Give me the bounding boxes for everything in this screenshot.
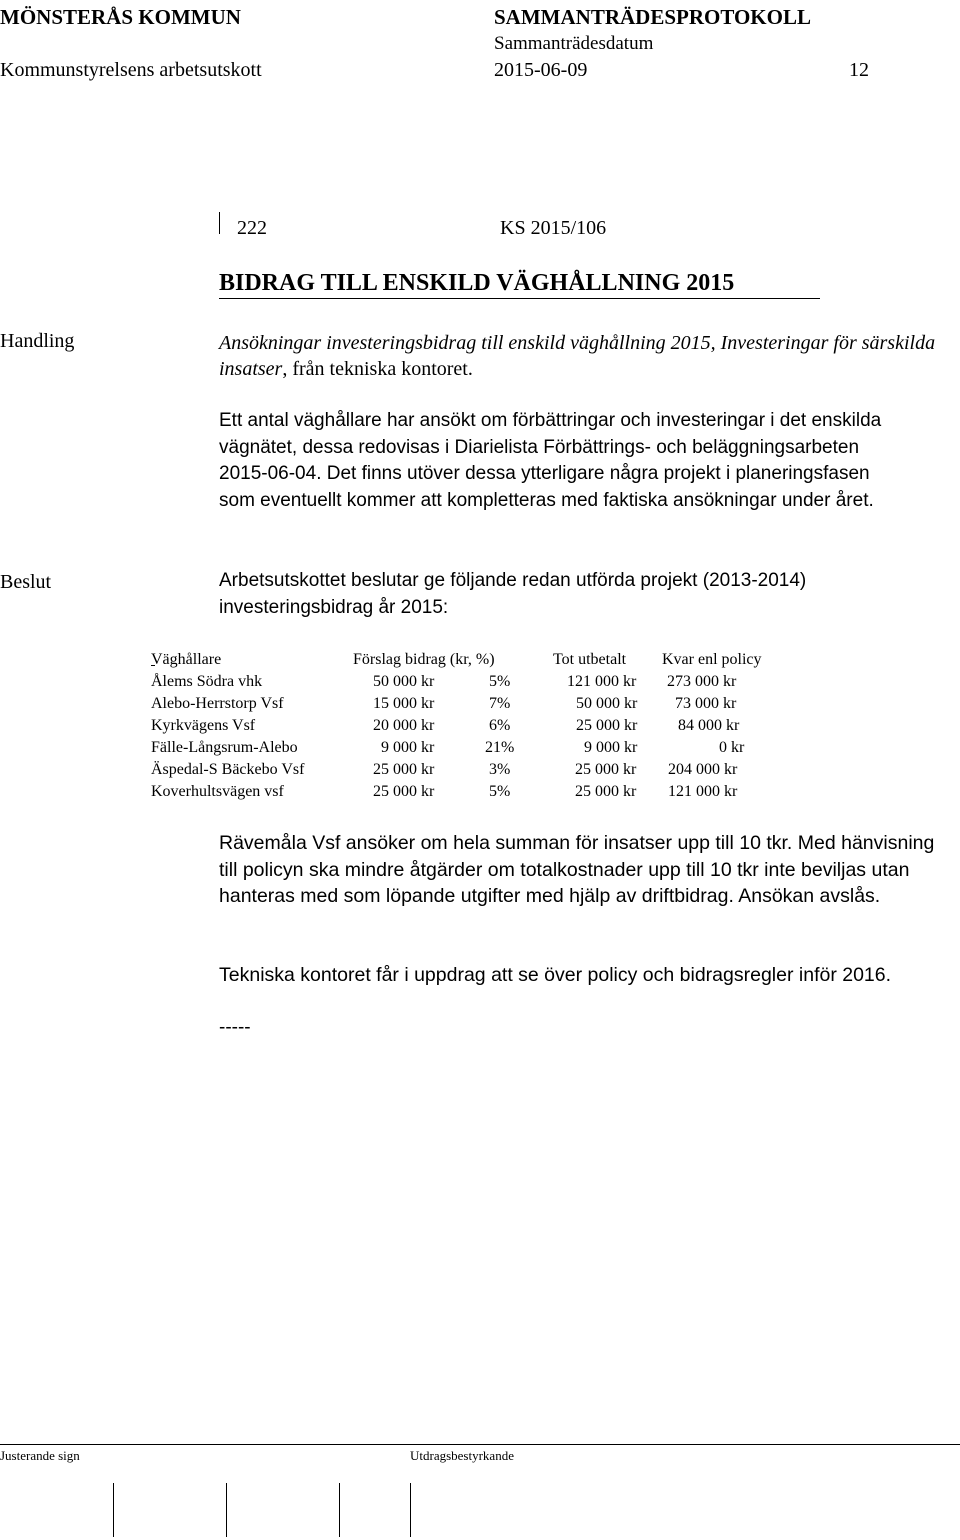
- cell-grant-percent: 3%: [489, 761, 511, 778]
- page-number: 12: [849, 59, 869, 81]
- cell-total-paid: 25 000 kr: [575, 761, 637, 778]
- cell-road-owner: Ålems Södra vhk: [151, 673, 263, 690]
- page-title: BIDRAG TILL ENSKILD VÄGHÅLLNING 2015: [219, 270, 735, 296]
- cell-total-paid: 50 000 kr: [576, 695, 638, 712]
- footer-divider: [0, 1444, 960, 1445]
- cell-grant-percent: 5%: [489, 673, 511, 690]
- beslut-label: Beslut: [0, 571, 52, 593]
- cell-remaining: 204 000 kr: [668, 761, 738, 778]
- signature-box-divider: [226, 1483, 228, 1537]
- case-marker-line: [219, 212, 221, 234]
- end-separator: -----: [219, 1017, 251, 1038]
- signature-box-divider: [339, 1483, 341, 1537]
- cell-road-owner: Koverhultsvägen vsf: [151, 783, 284, 800]
- cell-grant-amount: 15 000 kr: [373, 695, 435, 712]
- cell-grant-percent: 5%: [489, 783, 511, 800]
- cell-grant-percent: 6%: [489, 717, 511, 734]
- cell-road-owner: Kyrkvägens Vsf: [151, 717, 256, 734]
- handling-description: Ett antal väghållare har ansökt om förbättringar och investeringar i det enskilda vägnätet, dessa redovisas i Diarielista Förbättrings- och beläggningsarbeten 2015-06-04. Det finns utöver dessa ytterligare några projekt i planeringsfasen som eventuellt kommer att kompletteras med faktiska ansökningar under året.: [219, 410, 882, 511]
- cell-remaining: 0 kr: [719, 739, 745, 756]
- municipality-name: MÖNSTERÅS KOMMUN: [0, 5, 241, 29]
- handling-documents-italic: Ansökningar investeringsbidrag till enskild väghållning 2015, Investeringar för särskilda insatser: [219, 332, 936, 380]
- cell-road-owner: Alebo-Herrstorp Vsf: [151, 695, 284, 712]
- cell-total-paid: 9 000 kr: [584, 739, 638, 756]
- cell-total-paid: 25 000 kr: [576, 717, 638, 734]
- cell-grant-percent: 7%: [489, 695, 511, 712]
- cell-grant-amount: 20 000 kr: [373, 717, 435, 734]
- cell-remaining: 84 000 kr: [678, 717, 740, 734]
- cell-remaining: 273 000 kr: [667, 673, 737, 690]
- col-header-total-paid: Tot utbetalt: [553, 651, 627, 668]
- cell-grant-amount: 25 000 kr: [373, 783, 435, 800]
- cell-remaining: 121 000 kr: [668, 783, 738, 800]
- meeting-date-label: Sammanträdesdatum: [494, 33, 654, 54]
- cell-remaining: 73 000 kr: [675, 695, 737, 712]
- handling-documents: [219, 330, 939, 382]
- committee-name: Kommunstyrelsens arbetsutskott: [0, 59, 262, 81]
- utdragsbestyrkande-label: Utdragsbestyrkande: [410, 1448, 514, 1463]
- protocol-title: SAMMANTRÄDESPROTOKOLL: [494, 5, 811, 29]
- cell-total-paid: 25 000 kr: [575, 783, 637, 800]
- handling-label: Handling: [0, 330, 75, 352]
- col-header-proposed-grant: Förslag bidrag (kr, %): [353, 651, 495, 668]
- beslut-intro: Arbetsutskottet beslutar ge följande redan utförda projekt (2013-2014) investeringsbidrag år 2015:: [219, 570, 807, 618]
- cell-road-owner: Fälle-Långsrum-Alebo: [151, 739, 298, 756]
- decision-paragraph-rejection: Rävemåla Vsf ansöker om hela summan för insatser upp till 10 tkr. Med hänvisning till policyn ska mindre åtgärder om totalkostnader upp till 10 tkr inte beviljas utan hanteras med som löpande utgifter med hjälp av driftbidrag. Ansökan avslås.: [219, 832, 935, 907]
- decision-paragraph-assignment: Tekniska kontoret får i uppdrag att se över policy och bidragsregler inför 2016.: [219, 964, 892, 986]
- col-header-remaining: Kvar enl policy: [662, 651, 762, 668]
- justerande-sign-label: Justerande sign: [0, 1448, 80, 1463]
- signature-box-divider: [113, 1483, 115, 1537]
- col-header-road-owner: Väghållare: [151, 651, 222, 668]
- cell-total-paid: 121 000 kr: [567, 673, 637, 690]
- cell-grant-amount: 25 000 kr: [373, 761, 435, 778]
- cell-road-owner: Äspedal-S Bäckebo Vsf: [151, 761, 305, 778]
- item-number: 222: [237, 217, 267, 239]
- signature-box-divider: [410, 1483, 412, 1537]
- cell-grant-amount: 50 000 kr: [373, 673, 435, 690]
- case-id: KS 2015/106: [500, 217, 607, 239]
- meeting-date: 2015-06-09: [494, 59, 588, 81]
- handling-documents-source: , från tekniska kontoret.: [282, 358, 473, 380]
- title-underline: [219, 298, 820, 299]
- cell-grant-amount: 9 000 kr: [381, 739, 435, 756]
- cell-grant-percent: 21%: [485, 739, 515, 756]
